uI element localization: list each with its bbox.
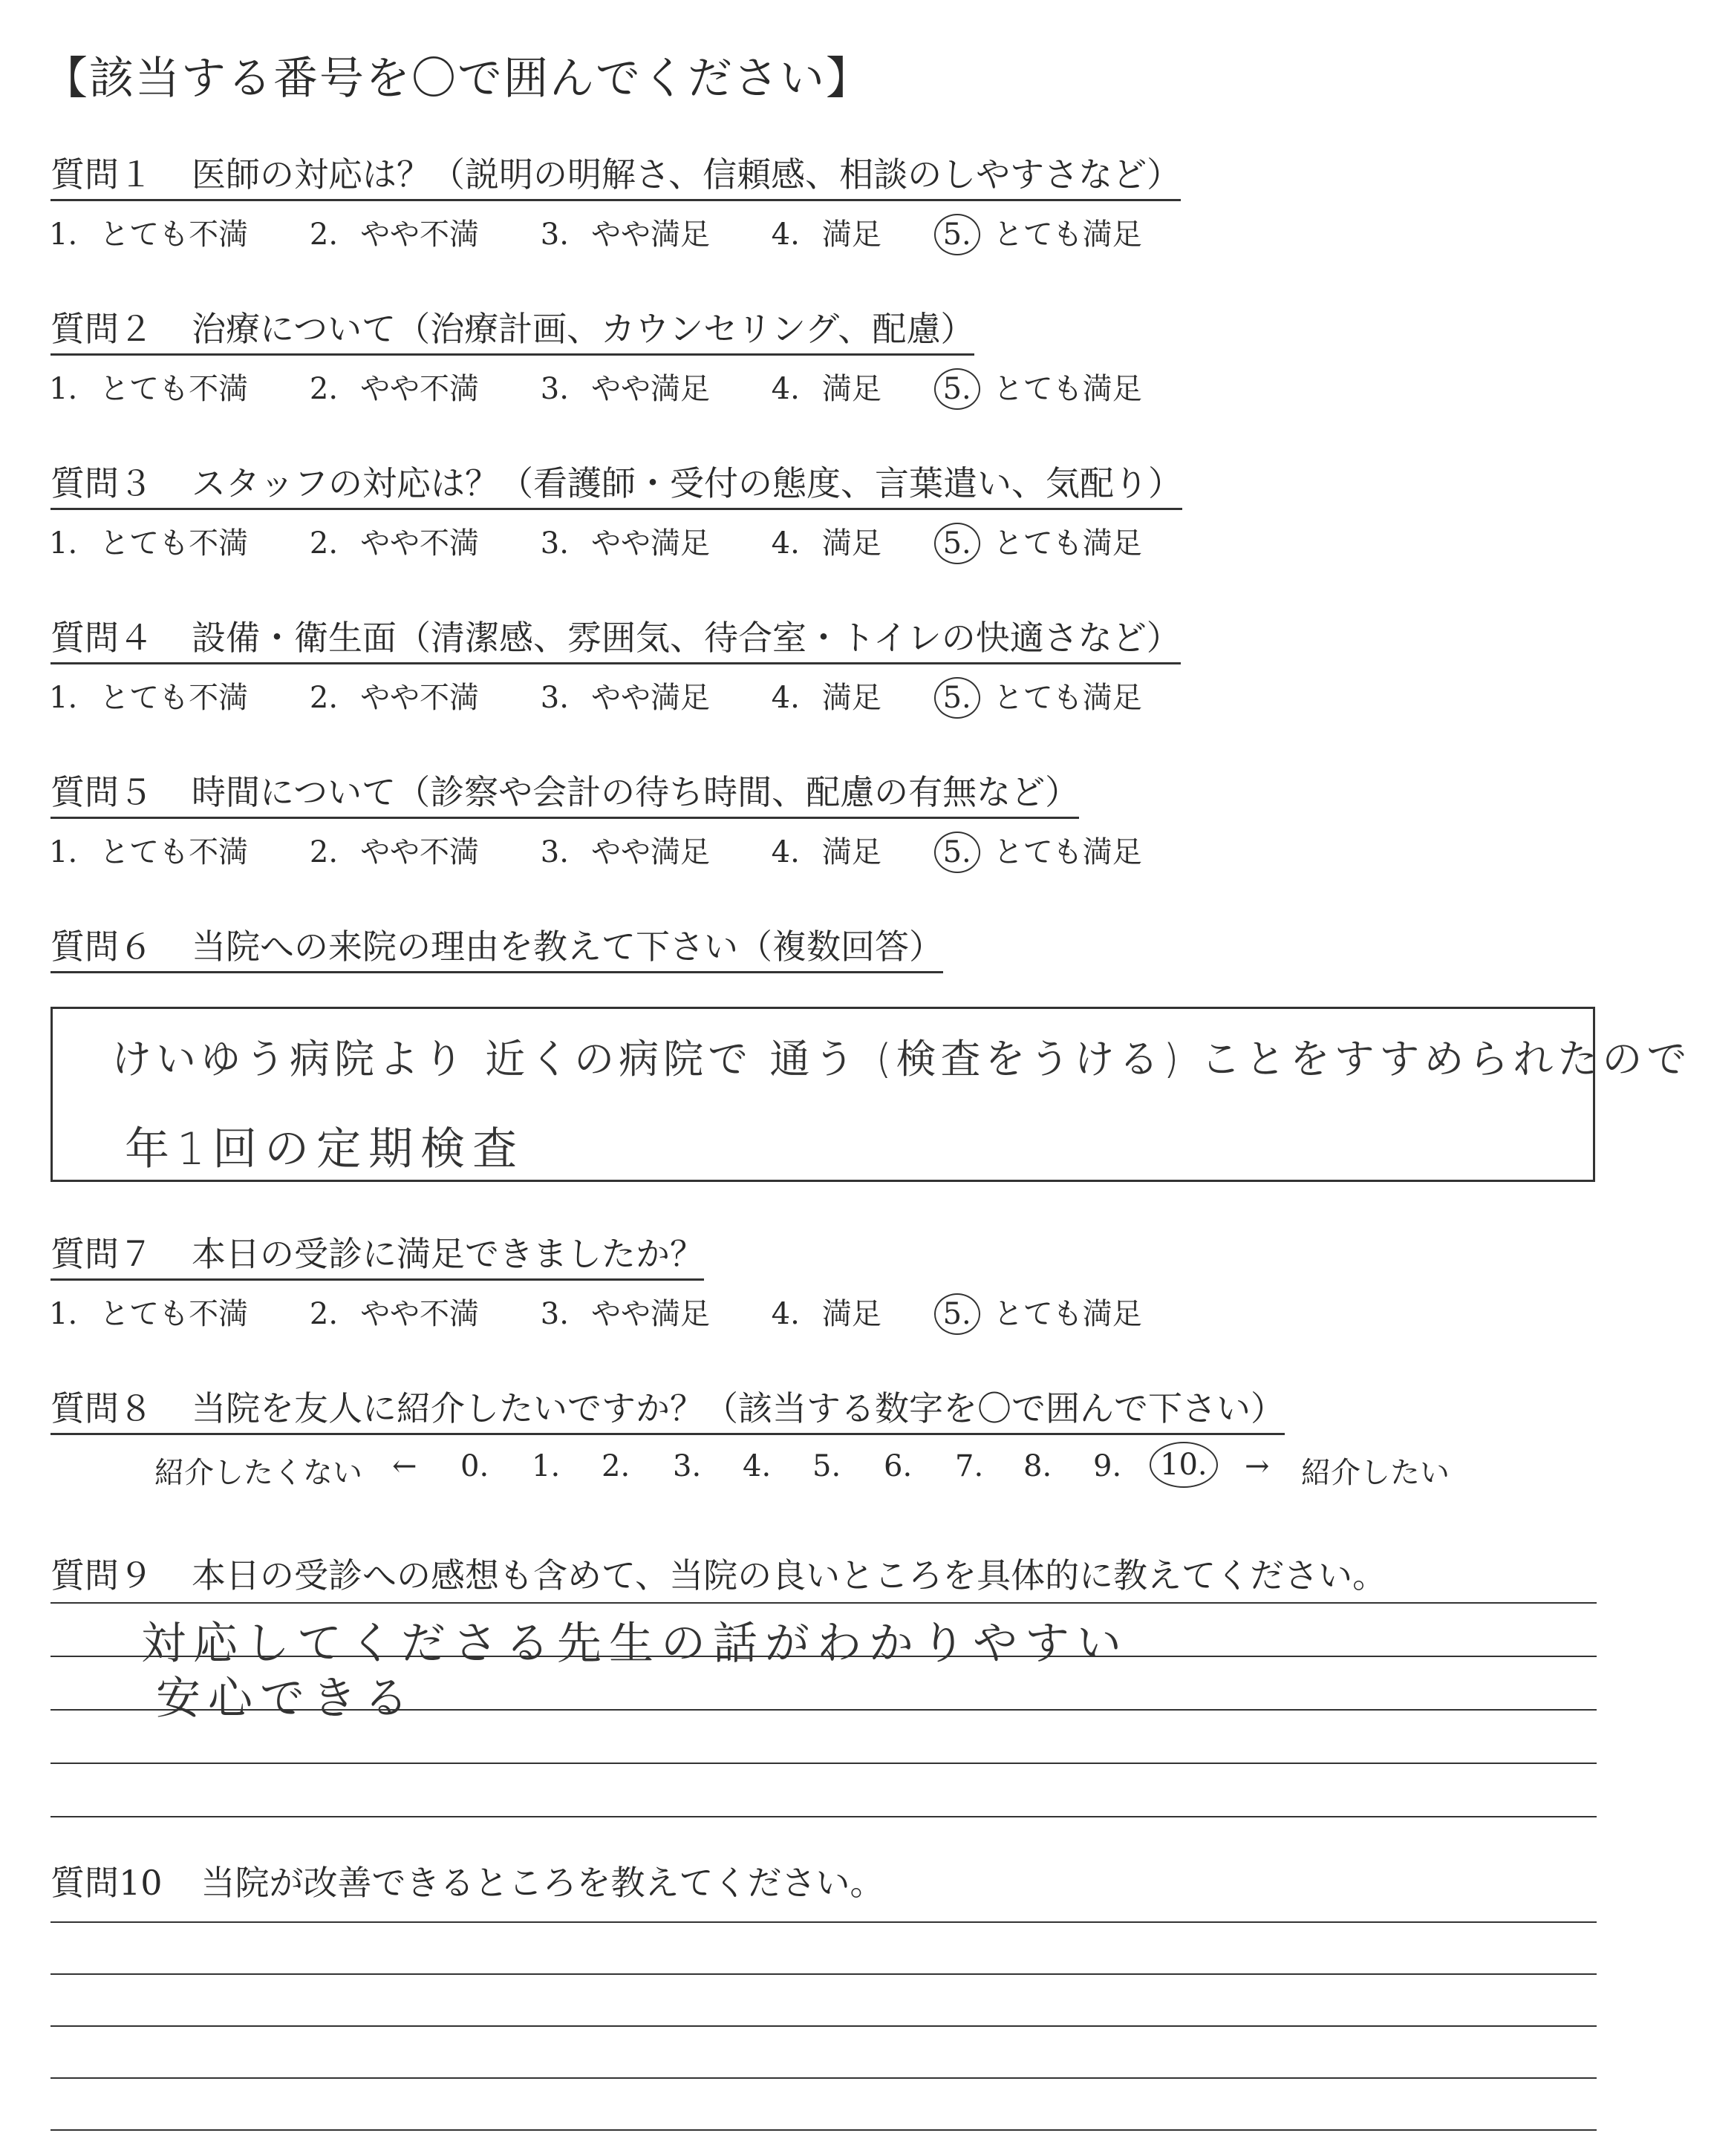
scale-value-5[interactable]: 5. bbox=[812, 1449, 841, 1483]
scale-value-1[interactable]: 1. bbox=[532, 1449, 561, 1483]
question-2 bbox=[50, 309, 975, 356]
selected-answer-circle[interactable]: 5. bbox=[934, 368, 980, 410]
question-6 bbox=[50, 927, 943, 973]
option-3-number[interactable]: 3. bbox=[540, 526, 569, 561]
option-3-number[interactable]: 3. bbox=[540, 372, 569, 406]
question-7 bbox=[50, 1234, 704, 1281]
option-3-label[interactable]: やや満足 bbox=[590, 835, 710, 869]
option-4-label[interactable]: 満足 bbox=[821, 835, 881, 869]
option-4-label[interactable]: 満足 bbox=[821, 218, 881, 252]
option-1-label[interactable]: とても不満 bbox=[100, 835, 249, 869]
question-8-number: 質問８ bbox=[50, 1388, 153, 1428]
option-4-number[interactable]: 4. bbox=[771, 526, 800, 561]
question-2-number: 質問２ bbox=[50, 309, 153, 349]
question-9-answer-line-2: 安心できる bbox=[156, 1673, 416, 1725]
option-1-number[interactable]: 1. bbox=[49, 218, 78, 252]
option-5-label[interactable]: とても満足 bbox=[993, 526, 1142, 561]
question-3-options bbox=[49, 523, 1142, 564]
scale-value-4[interactable]: 4. bbox=[743, 1449, 772, 1483]
left-arrow: ← bbox=[392, 1449, 417, 1483]
scale-value-6[interactable]: 6. bbox=[884, 1449, 913, 1483]
option-5-label[interactable]: とても満足 bbox=[993, 835, 1142, 869]
selected-answer-circle[interactable]: 5. bbox=[934, 523, 980, 564]
option-1-label[interactable]: とても不満 bbox=[100, 372, 249, 406]
question-10-text: 当院が改善できるところを教えてください。 bbox=[201, 1863, 884, 1903]
option-1-number[interactable]: 1. bbox=[49, 835, 78, 869]
question-8 bbox=[50, 1388, 1285, 1435]
option-4-number[interactable]: 4. bbox=[771, 835, 800, 869]
question-6-number: 質問６ bbox=[50, 927, 153, 967]
question-4-number: 質問４ bbox=[50, 618, 153, 658]
scale-value-3[interactable]: 3. bbox=[673, 1449, 702, 1483]
option-5-label[interactable]: とても満足 bbox=[993, 372, 1142, 406]
question-1-text: 医師の対応は？（説明の明解さ、信頼感、相談のしやすさなど） bbox=[192, 154, 1182, 195]
question-4 bbox=[50, 618, 1181, 664]
option-3-label[interactable]: やや満足 bbox=[590, 1297, 710, 1331]
question-3-text: スタッフの対応は？（看護師・受付の態度、言葉遣い、気配り） bbox=[192, 463, 1182, 503]
option-4-label[interactable]: 満足 bbox=[821, 681, 881, 715]
option-2-number[interactable]: 2. bbox=[309, 218, 339, 252]
answer-line[interactable] bbox=[50, 1602, 1597, 1604]
option-3-number[interactable]: 3. bbox=[540, 681, 569, 715]
question-1 bbox=[50, 154, 1182, 201]
question-8-text: 当院を友人に紹介したいですか？（該当する数字を〇で囲んで下さい） bbox=[192, 1388, 1285, 1428]
answer-line[interactable] bbox=[50, 1973, 1597, 1975]
scale-left-label: 紹介したくない bbox=[154, 1456, 362, 1490]
option-2-label[interactable]: やや不満 bbox=[360, 681, 480, 715]
question-10-number: 質問10 bbox=[50, 1863, 163, 1903]
answer-line[interactable] bbox=[50, 1816, 1597, 1817]
answer-line[interactable] bbox=[50, 2025, 1597, 2027]
question-7-options bbox=[49, 1293, 1142, 1335]
question-2-options bbox=[49, 368, 1142, 410]
option-1-label[interactable]: とても不満 bbox=[100, 218, 249, 252]
option-1-label[interactable]: とても不満 bbox=[100, 526, 249, 561]
option-3-number[interactable]: 3. bbox=[540, 1297, 569, 1331]
question-4-text: 設備・衛生面（清潔感、雰囲気、待合室・トイレの快適さなど） bbox=[192, 618, 1181, 658]
selected-answer-circle[interactable]: 5. bbox=[934, 1293, 980, 1335]
option-2-label[interactable]: やや不満 bbox=[360, 1297, 480, 1331]
option-1-label[interactable]: とても不満 bbox=[100, 1297, 249, 1331]
option-4-label[interactable]: 満足 bbox=[821, 372, 881, 406]
option-3-label[interactable]: やや満足 bbox=[590, 218, 710, 252]
scale-value-8[interactable]: 8. bbox=[1023, 1449, 1052, 1483]
option-2-label[interactable]: やや不満 bbox=[360, 372, 480, 406]
question-5-text: 時間について（診察や会計の待ち時間、配慮の有無など） bbox=[192, 772, 1080, 812]
question-7-number: 質問７ bbox=[50, 1234, 153, 1274]
answer-line[interactable] bbox=[50, 1921, 1597, 1923]
scale-value-9[interactable]: 9. bbox=[1093, 1449, 1122, 1483]
question-5 bbox=[50, 772, 1080, 819]
question-5-options bbox=[49, 832, 1142, 873]
option-2-number[interactable]: 2. bbox=[309, 526, 339, 561]
answer-line[interactable] bbox=[50, 2129, 1597, 2131]
option-5-label[interactable]: とても満足 bbox=[993, 218, 1142, 252]
question-1-number: 質問１ bbox=[50, 154, 153, 195]
form-instruction: 【該当する番号を〇で囲んでください】 bbox=[43, 53, 872, 105]
question-8-scale bbox=[0, 1449, 1711, 1494]
option-3-label[interactable]: やや満足 bbox=[590, 681, 710, 715]
option-1-number[interactable]: 1. bbox=[49, 681, 78, 715]
question-6-answer-line-2: 年1回の定期検査 bbox=[125, 1123, 525, 1175]
scale-value-0[interactable]: 0. bbox=[460, 1449, 489, 1483]
scale-value-7[interactable]: 7. bbox=[955, 1449, 984, 1483]
question-9 bbox=[50, 1549, 1386, 1598]
option-1-label[interactable]: とても不満 bbox=[100, 681, 249, 715]
question-10 bbox=[50, 1856, 884, 1905]
selected-answer-circle[interactable]: 5. bbox=[934, 214, 980, 255]
option-1-number[interactable]: 1. bbox=[49, 1297, 78, 1331]
scale-right-label: 紹介したい bbox=[1301, 1456, 1450, 1490]
question-5-number: 質問５ bbox=[50, 772, 153, 812]
option-4-number[interactable]: 4. bbox=[771, 218, 800, 252]
scale-value-10-circled[interactable]: 10. bbox=[1150, 1442, 1218, 1488]
option-4-number[interactable]: 4. bbox=[771, 372, 800, 406]
selected-answer-circle[interactable]: 5. bbox=[934, 832, 980, 873]
answer-line[interactable] bbox=[50, 1763, 1597, 1764]
scale-value-2[interactable]: 2. bbox=[602, 1449, 630, 1483]
option-3-number[interactable]: 3. bbox=[540, 835, 569, 869]
option-2-number[interactable]: 2. bbox=[309, 1297, 339, 1331]
question-6-answer-line-1: けいゆう病院より 近くの病院で 通う (検査をうける) ことをすすめられたので bbox=[111, 1036, 1692, 1082]
option-4-number[interactable]: 4. bbox=[771, 1297, 800, 1331]
option-2-number[interactable]: 2. bbox=[309, 835, 339, 869]
option-3-number[interactable]: 3. bbox=[540, 218, 569, 252]
selected-answer-circle[interactable]: 5. bbox=[934, 677, 980, 719]
option-2-number[interactable]: 2. bbox=[309, 372, 339, 406]
option-2-label[interactable]: やや不満 bbox=[360, 835, 480, 869]
option-2-label[interactable]: やや不満 bbox=[360, 218, 480, 252]
option-2-number[interactable]: 2. bbox=[309, 681, 339, 715]
option-2-label[interactable]: やや不満 bbox=[360, 526, 480, 561]
option-1-number[interactable]: 1. bbox=[49, 372, 78, 406]
option-1-number[interactable]: 1. bbox=[49, 526, 78, 561]
question-9-number: 質問９ bbox=[50, 1555, 153, 1595]
question-9-text: 本日の受診への感想も含めて、当院の良いところを具体的に教えてください。 bbox=[192, 1555, 1387, 1595]
question-2-text: 治療について（治療計画、カウンセリング、配慮） bbox=[192, 309, 975, 349]
option-5-label[interactable]: とても満足 bbox=[993, 681, 1142, 715]
right-arrow: → bbox=[1245, 1449, 1270, 1483]
question-4-options bbox=[49, 677, 1142, 719]
question-3-number: 質問３ bbox=[50, 463, 153, 503]
option-4-label[interactable]: 満足 bbox=[821, 1297, 881, 1331]
answer-line[interactable] bbox=[50, 2077, 1597, 2079]
option-3-label[interactable]: やや満足 bbox=[590, 372, 710, 406]
question-9-answer-line-1: 対応してくださる先生の話がわかりやすい bbox=[141, 1618, 1129, 1670]
option-5-label[interactable]: とても満足 bbox=[993, 1297, 1142, 1331]
option-3-label[interactable]: やや満足 bbox=[590, 526, 710, 561]
question-3 bbox=[50, 463, 1182, 510]
question-7-text: 本日の受診に満足できましたか？ bbox=[192, 1234, 704, 1274]
option-4-number[interactable]: 4. bbox=[771, 681, 800, 715]
question-1-options bbox=[49, 214, 1142, 255]
question-6-text: 当院への来院の理由を教えて下さい（複数回答） bbox=[192, 927, 943, 967]
option-4-label[interactable]: 満足 bbox=[821, 526, 881, 561]
